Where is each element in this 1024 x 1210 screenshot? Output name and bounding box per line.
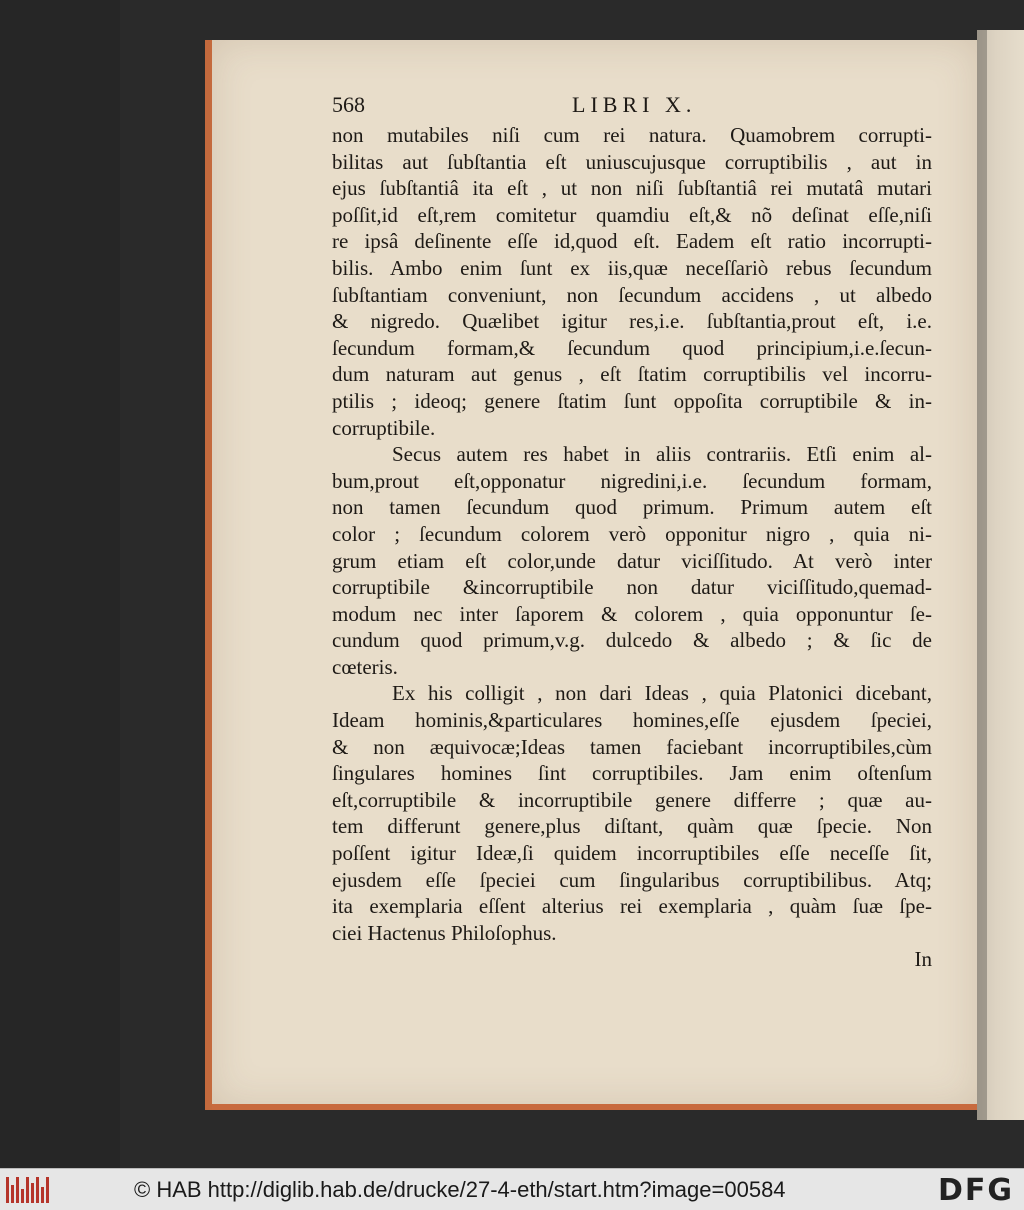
text-line: color ; ſecundum colorem verò opponitur nigro , quia ni-	[332, 521, 932, 546]
text-line: poſſent igitur Ideæ,ſi quidem incorruptibiles eſſe neceſſe ſit,	[332, 841, 932, 866]
text-line: tem differunt genere,plus diſtant, quàm quæ ſpecie. Non	[332, 814, 932, 839]
text-line: bilis. Ambo enim ſunt ex iis,quæ neceſſariò rebus ſecundum	[332, 255, 932, 280]
text-line: non mutabiles niſi cum rei natura. Quamobrem corrupti-	[332, 123, 932, 147]
left-dark-strip	[0, 0, 120, 1168]
citation-link[interactable]: © HAB http://diglib.hab.de/drucke/27-4-eth/start.htm?image=00584	[134, 1177, 786, 1202]
text-line: ptilis ; ideoq; genere ſtatim ſunt oppoſita corruptibile & in-	[332, 388, 932, 413]
page-text	[332, 92, 932, 973]
running-title: LIBRI X.	[572, 92, 697, 117]
text-line: & nigredo. Quælibet igitur res,i.e. ſubſtantia,prout eſt, i.e.	[332, 309, 932, 334]
text-line: Secus autem res habet in aliis contrariis. Etſi enim al-	[392, 442, 932, 467]
adjacent-page-edge	[977, 30, 1024, 1120]
text-line: ita exemplaria eſſent alterius rei exemplaria , quàm ſuæ ſpe-	[332, 894, 932, 919]
text-line: bilitas aut ſubſtantia eſt uniuscujusque corruptibilis , aut in	[332, 149, 932, 174]
text-line: cundum quod primum,v.g. dulcedo & albedo ; & ſic de	[332, 628, 932, 653]
text-line: ſubſtantiam conveniunt, non ſecundum accidens , ut albedo	[332, 282, 932, 307]
hab-barcode-icon	[6, 1177, 48, 1203]
text-line: re ipsâ deſinente eſſe id,quod eſt. Eadem eſt ratio incorrupti-	[332, 229, 932, 254]
text-line: ejus ſubſtantiâ ita eſt , ut non niſi ſubſtantiâ rei mutatâ mutari	[332, 176, 932, 201]
text-line: Ideam hominis,&particulares homines,eſſe ejusdem ſpeciei,	[332, 708, 932, 733]
text-line: bum,prout eſt,opponatur nigredini,i.e. ſecundum formam,	[332, 468, 932, 493]
text-line: modum nec inter ſaporem & colorem , quia opponuntur ſe-	[332, 601, 932, 626]
viewer-footer	[0, 1168, 1024, 1210]
text-line: grum etiam eſt color,unde datur viciſſitudo. At verò inter	[332, 548, 932, 573]
page-header	[332, 92, 932, 122]
text-line: non tamen ſecundum quod primum. Primum autem eſt	[332, 495, 932, 520]
gutter-shadow	[977, 30, 987, 1120]
catchword: In	[914, 947, 932, 972]
text-line: corruptibile &incorruptibile non datur viciſſitudo,quemad-	[332, 575, 932, 600]
text-line: cœteris.	[332, 654, 398, 679]
text-line: ſecundum formam,& ſecundum quod principium,i.e.ſecun-	[332, 335, 932, 360]
text-line: corruptibile.	[332, 415, 436, 440]
dfg-logo: DFG	[937, 1173, 1014, 1208]
page-edge-bottom	[212, 1104, 977, 1110]
body-lines	[332, 122, 932, 973]
text-line: & non æquivocæ;Ideas tamen faciebant incorruptibiles,cùm	[332, 734, 932, 759]
text-line: poſſit,id eſt,rem comitetur quamdiu eſt,& nõ deſinat eſſe,niſi	[332, 202, 932, 227]
text-line: ejusdem eſſe ſpeciei cum ſingularibus corruptibilibus. Atq;	[332, 867, 932, 892]
text-line: Ex his colligit , non dari Ideas , quia Platonici dicebant,	[392, 681, 932, 706]
text-line: eſt,corruptibile & incorruptibile genere differre ; quæ au-	[332, 787, 932, 812]
page-number: 568	[332, 92, 365, 117]
text-line: ſingulares homines ſint corruptibiles. Jam enim oſtenſum	[332, 761, 932, 786]
text-line: dum naturam aut genus , eſt ſtatim corruptibilis vel incorru-	[332, 362, 932, 387]
text-line: ciei Hactenus Philoſophus.	[332, 920, 557, 945]
